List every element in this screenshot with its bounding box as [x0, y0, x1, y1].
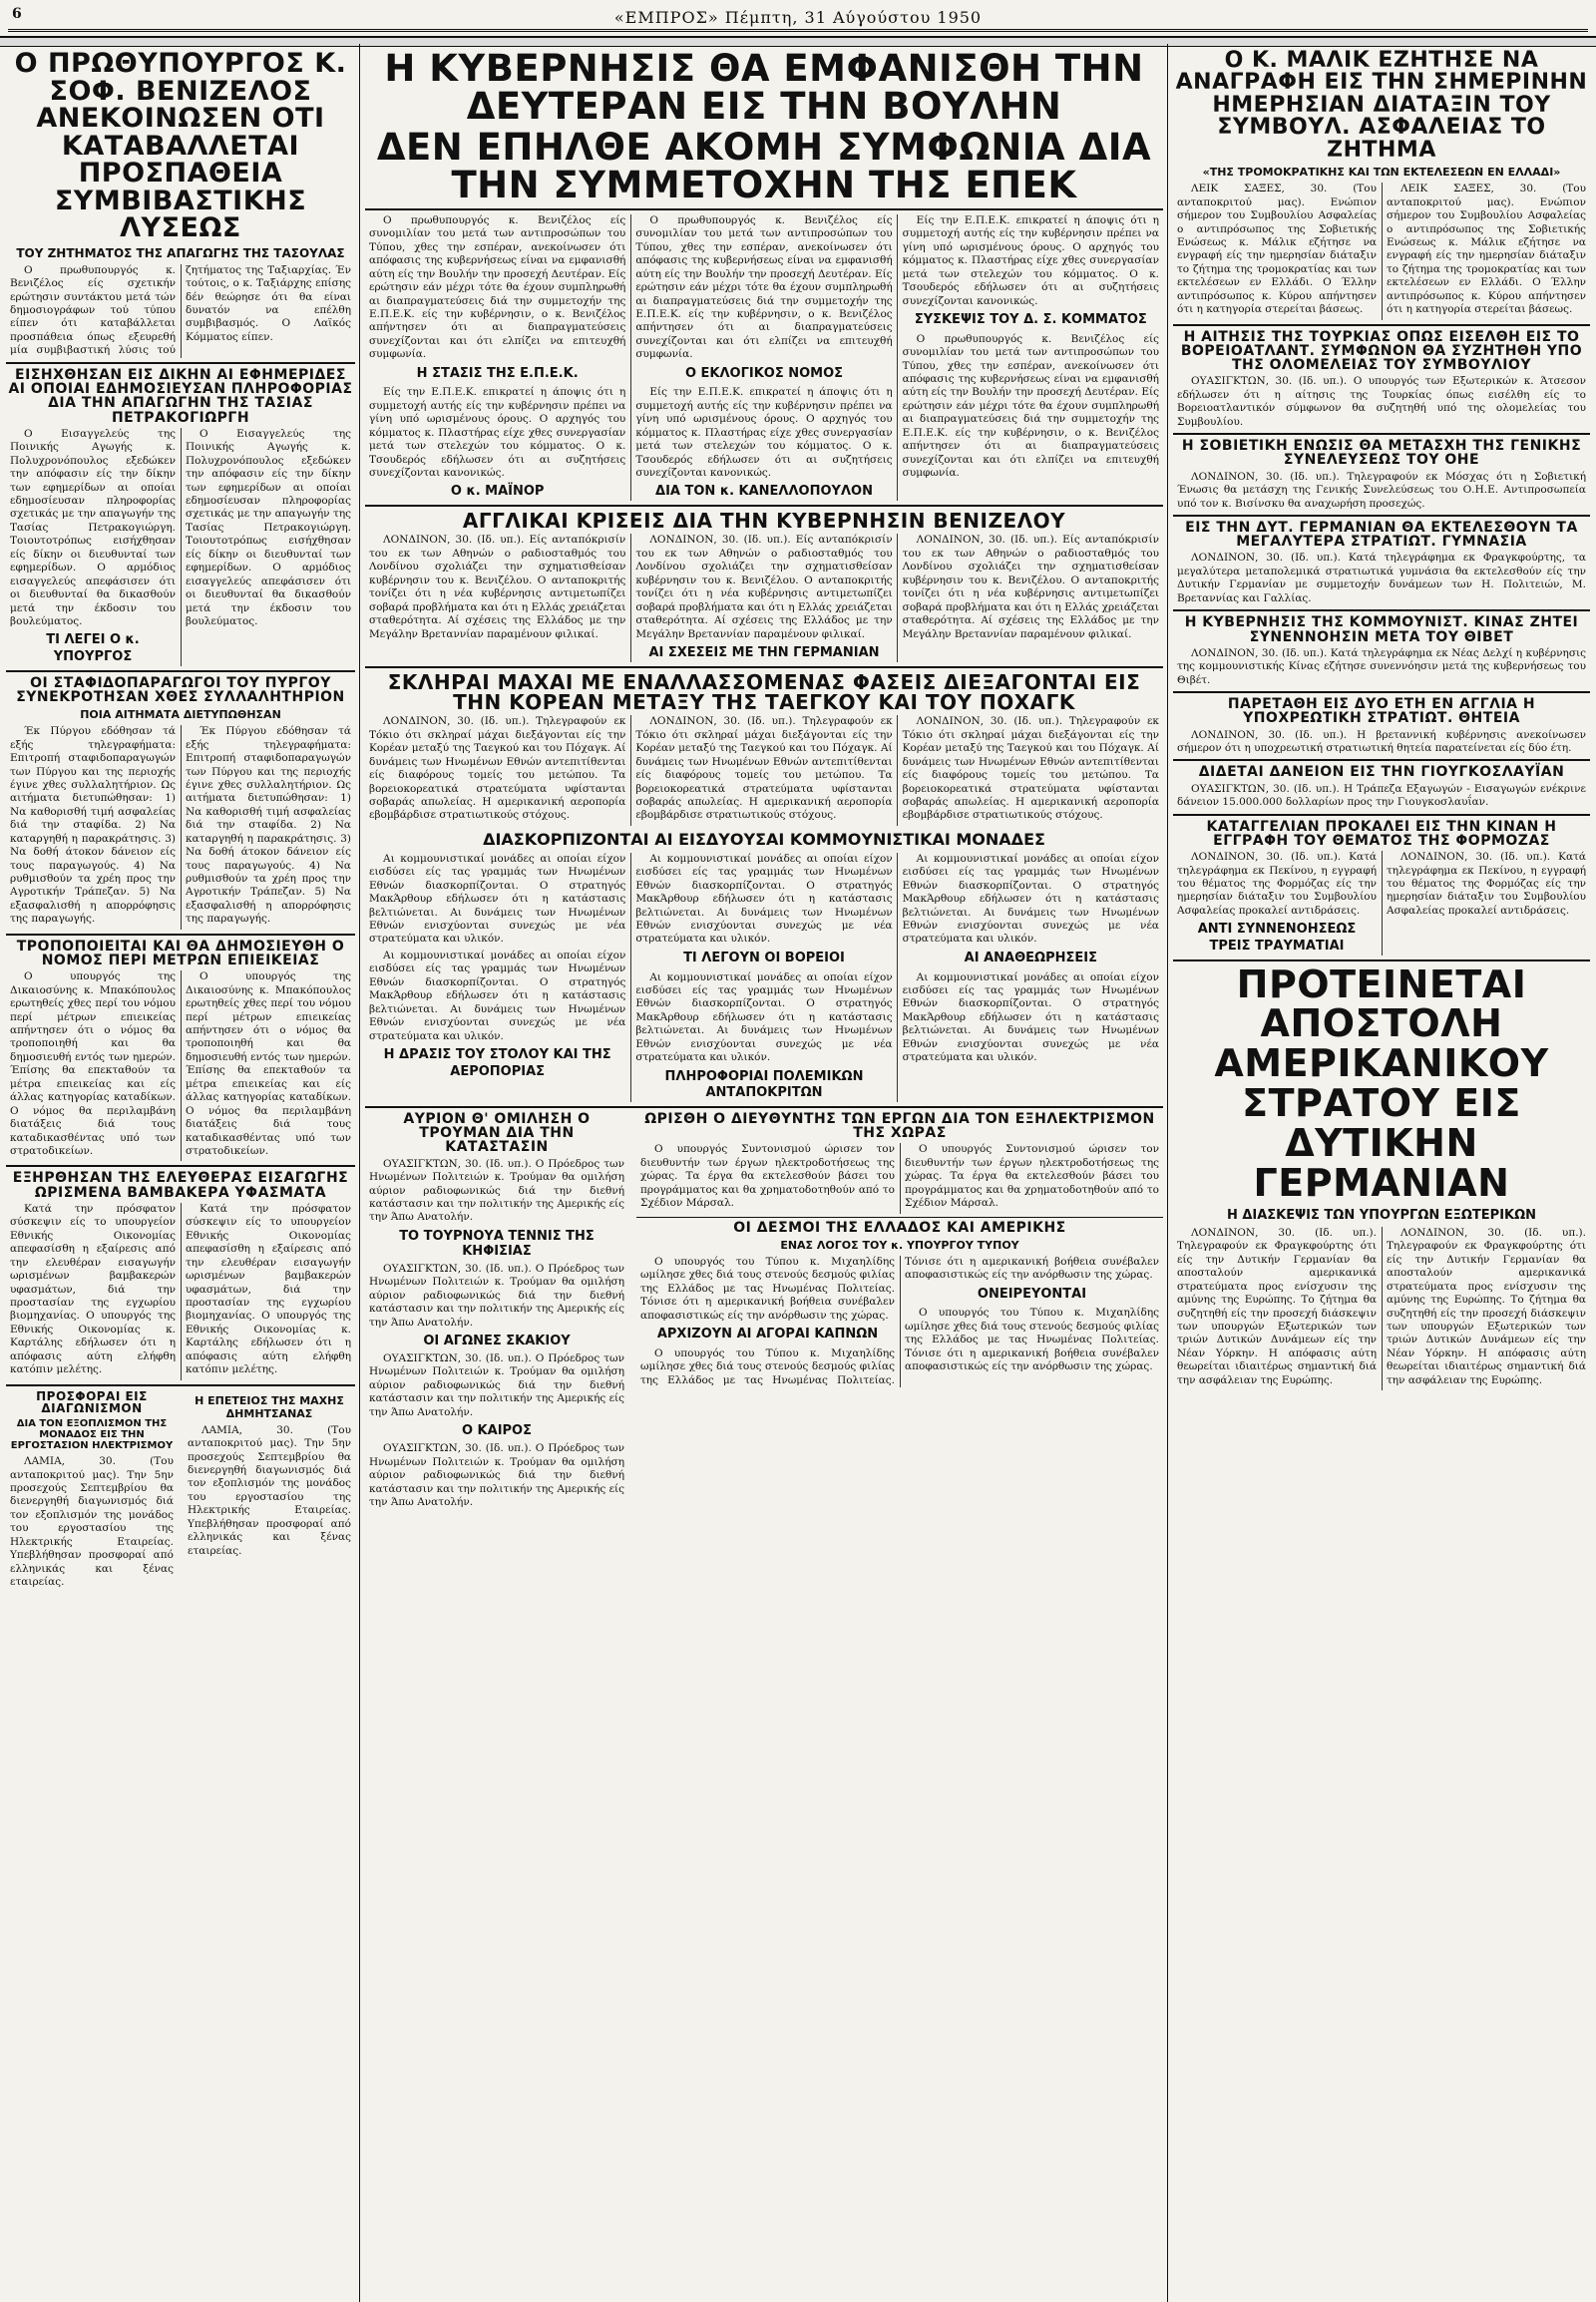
article-korea [369, 715, 1159, 826]
headline-pyrgos: ΟΙ ΣΤΑΦΙΔΟΠΑΡΑΓΩΓΟΙ ΤΟΥ ΠΥΡΓΟΥ ΣΥΝΕΚΡΟΤΗΣΑΝ ΧΘΕΣ ΣΥΛΛΑΛΗΤΗΡΙΟΝ [16, 674, 345, 705]
subhead-weather: Ο ΚΑΙΡΟΣ [461, 1423, 532, 1439]
left-column [6, 50, 355, 2294]
article-text: Αι κομμουνιστικαί μονάδες αι οποίαι είχον εισδύσει είς τας γραμμάς των Ηνωμένων Εθνών διασκορπίζονται. Ο στρατηγός ΜακΆρθουρ εδήλωσεν ότι η κατάστασις βελτιώνεται. Αι δυνάμεις των Ηνωμένων Εθνών ενισχύονται συνεχώς με νέα στρατεύματα και υλικόν. [635, 852, 893, 946]
subhead-fleet-airforce: Η ΔΡΑΣΙΣ ΤΟΥ ΣΤΟΛΟΥ ΚΑΙ ΤΗΣ ΑΕΡΟΠΟΡΙΑΣ [383, 1046, 611, 1079]
article-text: Ο υπουργός του Τύπου κ. Μιχαηλίδης ωμίλησε χθες διά τους στενούς δεσμούς φιλίας της Ελλάδος με τας Ηνωμένας Πολιτείας. Τόνισε ότι η αμερικανική βοήθεια συνέβαλεν αποφασιστικώς είς την ανόρθωσιν της χώρας. [640, 1255, 895, 1322]
subhead-mainor: Ο κ. ΜΑΪΝΟΡ [450, 484, 545, 500]
article-formosa [1177, 851, 1586, 955]
headline-germany-exercises: ΕΙΣ ΤΗΝ ΔΥΤ. ΓΕΡΜΑΝΙΑΝ ΘΑ ΕΚΤΕΛΕΣΘΟΥΝ ΤΑ ΜΕΓΑΛΥΤΕΡΑ ΣΤΡΑΤΙΩΤ. ΓΥΜΝΑΣΙΑ [1185, 519, 1578, 551]
article-text: Είς την Ε.Π.Ε.Κ. επικρατεί η άποψις ότι η συμμετοχή αυτής είς την κυβέρνησιν πρέπει να γίνη υπό ωρισμένους όρους. Ο αρχηγός του κόμματος κ. Πλαστήρας είχε χθες συνεργασίαν μετά των στελεχών του κόμματος. Ο κ. Τσουδερός εδήλωσεν ότι αι συζητήσεις συνεχίζονται κανονικώς. [902, 213, 1159, 307]
article-dimitsana [188, 1424, 351, 1558]
article-text: ΟΥΑΣΙΓΚΤΩΝ, 30. (Ιδ. υπ.). Ο υπουργός των Εξωτερικών κ. Άτσεσον εδήλωσεν ότι η αίτησις της Τουρκίας όπως εισέλθη είς το Βορειοατλαντικόν σύμφωνον θα συζητηθή υπό της ολομελείας του Συμβουλίου. [1177, 375, 1586, 428]
article-text: Αι κομμουνιστικαί μονάδες αι οποίαι είχον εισδύσει είς τας γραμμάς των Ηνωμένων Εθνών διασκορπίζονται. Ο στρατηγός ΜακΆρθουρ εδήλωσεν ότι η κατάστασις βελτιώνεται. Αι δυνάμεις των Ηνωμένων Εθνών ενισχύονται συνεχώς με νέα στρατεύματα και υλικόν. [369, 949, 626, 1042]
article-turkey [1177, 375, 1586, 429]
headline-us-army-germany: ΠΡΟΤΕΙΝΕΤΑΙ ΑΠΟΣΤΟΛΗ ΑΜΕΡΙΚΑΝΙΚΟΥ ΣΤΡΑΤΟΥ ΕΙΣ ΔΥΤΙΚΗΝ ΓΕΡΜΑΝΙΑΝ [1214, 961, 1549, 1206]
subhead-tobacco: ΑΡΧΙΖΟΥΝ ΑΙ ΑΓΟΡΑΙ ΚΑΠΝΩΝ [656, 1327, 879, 1343]
article-cotton [10, 1203, 351, 1380]
article-newspapers [10, 428, 351, 666]
article-text: Ο υπουργός της Δικαιοσύνης κ. Μπακόπουλος ερωτηθείς χθες περί του νόμου περί μέτρων επιεικείας απήντησεν ότι ο νόμος θα τροποποιηθή και θα δημοσιευθή εντός των ημερών. Έπίσης θα επεκταθούν τα μέτρα επιεικείας και είς άλλας κατηγορίας καταδίκων. Ο νόμος θα περιλαμβάνη διατάξεις διά τους καταδικασθέντας υπό των στρατοδικείων. [186, 970, 351, 1157]
article-germany-exercises [1177, 552, 1586, 605]
article-venizelos [10, 264, 351, 358]
article-text: ΛΟΝΔΙΝΟΝ, 30. (Ιδ. υπ.). Είς ανταπόκρισίν του εκ των Αθηνών ο ραδιοσταθμός του Λονδίνου σχολιάζει την σχηματισθείσαν κυβέρνησιν του κ. Βενιζέλου. Ο ανταποκριτής τονίζει ότι η νέα κυβέρνησις αντιμετωπίζει σοβαρά προβλήματα και ότι η Ελλάς χρειάζεται σταθερότητα. Αί σχέσεις της Ελλάδος με την Μεγάλην Βρεταννίαν παραμένουν φιλικαί. [369, 534, 626, 640]
article-text: Είς την Ε.Π.Ε.Κ. επικρατεί η άποψις ότι η συμμετοχή αυτής είς την κυβέρνησιν πρέπει να γίνη υπό ωρισμένους όρους. Ο αρχηγός του κόμματος κ. Πλαστήρας είχε χθες συνεργασίαν μετά των στελεχών του κόμματος. Ο κ. Τσουδερός εδήλωσεν ότι αι συζητήσεις συνεχίζονται κανονικώς. [635, 386, 893, 479]
subhead-dimitsana: Η ΕΠΕΤΕΙΟΣ ΤΗΣ ΜΑΧΗΣ ΔΗΜΗΤΣΑΝΑΣ [195, 1393, 344, 1420]
article-text: ΟΥΑΣΙΓΚΤΩΝ, 30. (Ιδ. υπ.). Ο Πρόεδρος των Ηνωμένων Πολιτειών κ. Τρούμαν θα ομιλήση αύριον ραδιοφωνικώς διά την διεθνή κατάστασιν και την πολιτικήν της Αμερικής είς την Άπω Ανατολήν. [369, 1442, 625, 1508]
article-us-army-germany [1177, 1227, 1586, 1390]
article-text: Ο πρωθυπουργός κ. Βενιζέλος είς συνομιλίαν του μετά των αντιπροσώπων του Τύπου, χθες την εσπέραν, ανεκοίνωσεν ότι απόφασις της κυβερνήσεως είναι να εμφανισθή αύτη είς την Βουλήν την προσεχή Δευτέραν. Είς ερώτησιν εάν μέχρι τότε θα έχουν συμπληρωθή αι διαπραγματεύσεις διά την συμμετοχήν της Ε.Π.Ε.Κ. είς την κυβέρνησιν, ο κ. Βενιζέλος απήντησεν ότι αι διαπραγματεύσεις συνεχίζονται και ότι ελπίζει να επιτευχθή συμφωνία. [902, 332, 1159, 479]
article-tenders [10, 1455, 174, 1589]
headline-cotton: ΕΞΗΡΘΗΣΑΝ ΤΗΣ ΕΛΕΥΘΕΡΑΣ ΕΙΣΑΓΩΓΗΣ ΩΡΙΣΜΕΝΑ ΒΑΜΒΑΚΕΡΑ ΥΦΑΣΜΑΤΑ [12, 1170, 349, 1201]
subhead-press-minister: ΕΝΑΣ ΛΟΓΟΣ ΤΟΥ κ. ΥΠΟΥΡΓΟΥ ΤΥΠΟΥ [780, 1238, 1019, 1252]
page-number: 6 [12, 6, 23, 22]
headline-british-views: ΑΓΓΛΙΚΑΙ ΚΡΙΣΕΙΣ ΔΙΑ ΤΗΝ ΚΥΒΕΡΝΗΣΙΝ ΒΕΝΙΖΕΛΟΥ [462, 509, 1066, 534]
article-text: ΟΥΑΣΙΓΚΤΩΝ, 30. (Ιδ. υπ.). Η Τράπεζα Εξαγωγών - Εισαγωγών ενέκρινε δάνειον 15.000.000 δολλαρίων προς την Γιουγκοσλαυΐαν. [1177, 782, 1586, 809]
article-text: ΛΑΜΙΑ, 30. (Του ανταποκριτού μας). Την 5ην προσεχούς Σεπτεμβρίου θα διενεργηθή διαγωνισμός διά τον εξοπλισμόν της μονάδος του εργοστασίου της Ηλεκτρικής Εταιρείας. Υπεβλήθησαν προσφοραί από ελληνικάς και ξένας εταιρείας. [10, 1455, 174, 1589]
article-british-views [369, 534, 1159, 661]
article-text: Έκ Πύργου εδόθησαν τά εξής τηλεγραφήματα: Επιτροπή σταφιδοπαραγωγών των Πύργου και της περιοχής έγινε χθες συλλαλητήριον. Ως αιτήματα διετυπώθησαν: 1) Να καθορισθή τιμή ασφαλείας διά την σταφίδα. 2) Να καταργηθή η παρακράτησις. 3) Να δοθή άτοκον δάνειον είς τους παραγωγούς. 4) Να ρυθμισθούν τα χρέη προς την Αγροτικήν Τράπεζαν. 5) Να εξασφαλισθή η απορρόφησις της παραγωγής. [186, 725, 351, 926]
subhead-terror: «ΤΗΣ ΤΡΟΜΟΚΡΑΤΙΚΗΣ ΚΑΙ ΤΩΝ ΕΚΤΕΛΕΣΕΩΝ ΕΝ ΕΛΛΑΔΙ» [1202, 166, 1561, 180]
headline-turkey-nato: Η ΑΙΤΗΣΙΣ ΤΗΣ ΤΟΥΡΚΙΑΣ ΟΠΩΣ ΕΙΣΕΛΘΗ ΕΙΣ ΤΟ ΒΟΡΕΙΟΑΤΛΑΝΤ. ΣΥΜΦΩΝΟΝ ΘΑ ΣΥΖΗΤΗΘΗ ΥΠΟ ΤΗΣ ΟΛΟΜΕΛΕΙΑΣ ΤΟΥ ΣΥΜΒΟΥΛΙΟΥ [1180, 328, 1583, 374]
headline-malik: Ο Κ. ΜΑΛΙΚ ΕΖΗΤΗΣΕ ΝΑ ΑΝΑΓΡΑΦΗ ΕΙΣ ΤΗΝ ΣΗΜΕΡΙΝΗΝ ΗΜΕΡΗΣΙΑΝ ΔΙΑΤΑΞΙΝ ΤΟΥ ΣΥΜΒΟΥΛ. ΑΣΦΑΛΕΙΑΣ ΤΟ ΖΗΤΗΜΑ [1175, 50, 1588, 163]
article-text: Ο Εισαγγελεύς της Ποινικής Αγωγής κ. Πολυχρονόπουλος εξεδώκεν την απόφασιν είς την δίκην των εφημερίδων αι οποίαι εδημοσίευσαν πληροφορίας σχετικάς με την απαγωγήν της Τασίας Πετρακογιώργη. Τοιουτοτρόπως εισήχθησαν είς δίκην οι διευθυνταί των εφημερίδων. Ο αρμόδιος εισαγγελεύς απεφάσισεν ότι οι διευθυνταί θα δικασθούν μετά την έκδοσιν του βουλεύματος. [186, 427, 351, 627]
article-yugoslavia [1177, 783, 1586, 810]
subhead-revisions: ΑΙ ΑΝΑΘΕΩΡΗΣΕΙΣ [964, 950, 1097, 965]
headline-clemency-law: ΤΡΟΠΟΠΟΙΕΙΤΑΙ ΚΑΙ ΘΑ ΔΗΜΟΣΙΕΥΘΗ Ο ΝΟΜΟΣ ΠΕΡΙ ΜΕΤΡΩΝ ΕΠΙΕΙΚΕΙΑΣ [16, 938, 345, 969]
article-clemency [10, 970, 351, 1161]
subhead-epek-stance: Η ΣΤΑΣΙΣ ΤΗΣ Ε.Π.Ε.Κ. [416, 365, 579, 381]
masthead-title: «ΕΜΠΡΟΣ» Πέμπτη, 31 Αύγούστου 1950 [613, 7, 983, 27]
subhead-ds-party: ΣΥΣΚΕΨΙΣ ΤΟΥ Δ. Σ. ΚΟΜΜΑΤΟΣ [914, 312, 1147, 327]
article-truman [369, 1158, 624, 1225]
subhead-war-correspondents: ΠΛΗΡΟΦΟΡΙΑΙ ΠΟΛΕΜΙΚΩΝ ΑΝΤΑΠΟΚΡΙΤΩΝ [664, 1068, 864, 1101]
article-text: ΟΥΑΣΙΓΚΤΩΝ, 30. (Ιδ. υπ.). Ο Πρόεδρος των Ηνωμένων Πολιτειών κ. Τρούμαν θα ομιλήση αύριον ραδιοφωνικώς διά την διεθνή κατάστασιν και την πολιτικήν της Αμερικής είς την Άπω Ανατολήν. [369, 1352, 625, 1418]
article-text: Ο υπουργός Συντονισμού ώρισεν τον διευθυντήν των έργων ηλεκτροδοτήσεως της χώρας. Τα έργα θα εκτελεσθούν βάσει του προγράμματος και θα χρηματοδοτηθούν από το Σχέδιον Μάρσαλ. [640, 1143, 895, 1210]
article-text: ΛΕΙΚ ΣΑΞΕΣ, 30. (Του ανταποκριτού μας). Ενώπιον σήμερον του Συμβουλίου Ασφαλείας ο αντιπρόσωπος της Σοβιετικής Ενώσεως κ. Μάλικ εζήτησε να ενγραφή είς την ημερησίαν διάταξιν το ζήτημα της τρομοκρατίας και των εκτελέσεων εν Ελλάδι. Ο Έλλην αντιπρόσωπος κ. Κύρου απήντησεν ότι η κατηγορία στερείται βάσεως. [1177, 183, 1377, 316]
headline-korea: ΣΚΛΗΡΑΙ ΜΑΧΑΙ ΜΕ ΕΝΑΛΛΑΣΣΟΜΕΝΑΣ ΦΑΣΕΙΣ ΔΙΕΞΑΓΟΝΤΑΙ ΕΙΣ ΤΗΝ ΚΟΡΕΑΝ ΜΕΤΑΞΥ ΤΗΣ ΤΑΕΓΚΟΥ ΚΑΙ ΤΟΥ ΠΟΧΑΓΚ [387, 669, 1141, 714]
article-text: ΛΟΝΔΙΝΟΝ, 30. (Ιδ. υπ.). Τηλεγραφούν εκ Μόσχας ότι η Σοβιετική Ένωσις θα μετάσχη της Γενικής Συνελεύσεως του Ο.Η.Ε. Αντιπροσωπεία υπό τον κ. Βισίνσκυ θα αναχωρήση προσεχώς. [1177, 470, 1586, 510]
article-text: Ο υπουργός της Δικαιοσύνης κ. Μπακόπουλος ερωτηθείς χθες περί του νόμου περί μέτρων επιεικείας απήντησεν ότι ο νόμος θα τροποποιηθή και θα δημοσιευθή εντός των ημερών. Έπίσης θα επεκταθούν τα μέτρα επιεικείας και είς άλλας κατηγορίας καταδίκων. Ο νόμος θα περιλαμβάνη διατάξεις διά τους καταδικασθέντας υπό των στρατοδικείων. [10, 970, 176, 1157]
headline-electrification: ΩΡΙΣΘΗ Ο ΔΙΕΥΘΥΝΤΗΣ ΤΩΝ ΕΡΓΩΝ ΔΙΑ ΤΟΝ ΕΞΗΛΕΚΤΡΙΣΜΟΝ ΤΗΣ ΧΩΡΑΣ [644, 1110, 1155, 1142]
article-tennis [369, 1263, 624, 1330]
headline-formosa: ΚΑΤΑΓΓΕΛΙΑΝ ΠΡΟΚΑΛΕΙ ΕΙΣ ΤΗΝ ΚΙΝΑΝ Η ΕΓΓΡΑΦΗ ΤΟΥ ΘΕΜΑΤΟΣ ΤΗΣ ΦΟΡΜΟΖΑΣ [1206, 818, 1557, 849]
article-text: Ο υπουργός Συντονισμού ώρισεν τον διευθυντήν των έργων ηλεκτροδοτήσεως της χώρας. Τα έργα θα εκτελεσθούν βάσει του προγράμματος και θα χρηματοδοτηθούν από το Σχέδιον Μάρσαλ. [905, 1143, 1159, 1210]
subhead-germany-relations: ΑΙ ΣΧΕΣΕΙΣ ΜΕ ΤΗΝ ΓΕΡΜΑΝΙΑΝ [648, 644, 880, 660]
article-text: ΟΥΑΣΙΓΚΤΩΝ, 30. (Ιδ. υπ.). Ο Πρόεδρος των Ηνωμένων Πολιτειών κ. Τρούμαν θα ομιλήση αύριον ραδιοφωνικώς διά την διεθνή κατάστασιν και την πολιτικήν της Αμερικής είς την Άπω Ανατολήν. [369, 1262, 625, 1329]
headline-china-tibet: Η ΚΥΒΕΡΝΗΣΙΣ ΤΗΣ ΚΟΜΜΟΥΝΙΣΤ. ΚΙΝΑΣ ΖΗΤΕΙ ΣΥΝΕΝΝΟΗΣΙΝ ΜΕΤΑ ΤΟΥ ΘΙΒΕΤ [1184, 614, 1579, 645]
banner-headline-epek: ΔΕΝ ΕΠΗΛΘΕ ΑΚΟΜΗ ΣΥΜΦΩΝΙΑ ΔΙΑ ΤΗΝ ΣΥΜΜΕΤΟΧΗΝ ΤΗΣ ΕΠΕΚ [376, 126, 1152, 207]
article-china-tibet [1177, 647, 1586, 687]
headline-truman: ΑΥΡΙΟΝ Θ' ΟΜΙΛΗΣΗ Ο ΤΡΟΥΜΑΝ ΔΙΑ ΤΗΝ ΚΑΤΑΣΤΑΣΙΝ [403, 1110, 591, 1156]
article-text: Είς την Ε.Π.Ε.Κ. επικρατεί η άποψις ότι η συμμετοχή αυτής είς την κυβέρνησιν πρέπει να γίνη υπό ωρισμένους όρους. Ο αρχηγός του κόμματος κ. Πλαστήρας είχε χθες συνεργασίαν μετά των στελεχών του κόμματος. Ο κ. Τσουδερός εδήλωσεν ότι αι συζητήσεις συνεχίζονται κανονικώς. [369, 386, 626, 479]
masthead [0, 0, 1596, 34]
article-text: Αι κομμουνιστικαί μονάδες αι οποίαι είχον εισδύσει είς τας γραμμάς των Ηνωμένων Εθνών διασκορπίζονται. Ο στρατηγός ΜακΆρθουρ εδήλωσεν ότι η κατάστασις βελτιώνεται. Αι δυνάμεις των Ηνωμένων Εθνών ενισχύονται συνεχώς με νέα στρατεύματα και υλικόν. [635, 970, 893, 1064]
article-text: Ο πρωθυπουργός κ. Βενιζέλος είς σχετικήν ερώτησιν συντάκτου μετά τών δημοσιογράφων τού τύπου είπεν ότι καταβάλλεται προσπάθεια όπως εξευρεθή μία συμβιβαστική λύσις τού ζητήματος της Ταξιαρχίας. Έν τούτοις, ο κ. Ταξιάρχης επίσης δέν θεώρησε ότι θα είναι δυνατόν να επέλθη συμβιβασμός. Ο Λαϊκός Κόμματος είπεν. [10, 263, 351, 357]
article-text: ΛΟΝΔΙΝΟΝ, 30. (Ιδ. υπ.). Κατά τηλεγράφημα εκ Πεκίνου, η εγγραφή του θέματος της Φορμόζας είς την ημερησίαν διάταξιν του Συμβουλίου Ασφαλείας προκαλεί αντιδράσεις. [1177, 851, 1377, 917]
masthead-banner [0, 36, 1596, 47]
banner-headline-parliament: Η ΚΥΒΕΡΝΗΣΙΣ ΘΑ ΕΜΦΑΝΙΣΘΗ ΤΗΝ ΔΕΥΤΕΡΑΝ ΕΙΣ ΤΗΝ ΒΟΥΛΗΝ [384, 50, 1144, 128]
article-text: ΛΟΝΔΙΝΟΝ, 30. (Ιδ. υπ.). Η βρεταννική κυβέρνησις ανεκοίνωσεν σήμερον ότι η υποχρεωτική στρατιωτική θητεία παρατείνεται είς δύο έτη. [1177, 728, 1586, 755]
article-government [369, 214, 1159, 501]
headline-soviet-un: Η ΣΟΒΙΕΤΙΚΗ ΕΝΩΣΙΣ ΘΑ ΜΕΤΑΣΧΗ ΤΗΣ ΓΕΝΙΚΗΣ ΣΥΝΕΛΕΥΣΕΩΣ ΤΟΥ ΟΗΕ [1181, 438, 1582, 469]
subhead-wounded: ΑΝΤΙ ΣΥΝΝΕΝΟΗΣΕΩΣ ΤΡΕΙΣ ΤΡΑΥΜΑΤΙΑΙ [1197, 922, 1357, 954]
article-text: ΛΟΝΔΙΝΟΝ, 30. (Ιδ. υπ.). Κατά τηλεγράφημα εκ Νέας Δελχί η κυβέρνησις της κομμουνιστικής Κίνας εζήτησε συνεννόησιν μετά της κυβερνήσεως του Θιβέτ. [1177, 646, 1586, 686]
article-chess [369, 1352, 624, 1419]
column-rule [359, 44, 360, 2302]
article-text: ΛΟΝΔΙΝΟΝ, 30. (Ιδ. υπ.). Τηλεγραφούν εκ Τόκιο ότι σκληραί μάχαι διεξάγονται είς την Κορέαν μεταξύ της Ταεγκού και του Πόχαγκ. Αί δυνάμεις των Ηνωμένων Εθνών αντεπιτίθενται είς διαφόρους τομείς του μετώπου. Τα βορειοκορεατικά στρατεύματα υφίστανται σοβαράς απωλείας. Η αμερικανική αεροπορία εβομβάρδισε στρατιωτικούς στόχους. [635, 715, 893, 822]
article-text: ΛΟΝΔΙΝΟΝ, 30. (Ιδ. υπ.). Τηλεγραφούν εκ Φραγκφούρτης ότι είς την Δυτικήν Γερμανίαν θα αποσταλούν αμερικανικά στρατεύματα προς ενίσχυσιν της αμύνης της Ευρώπης. Το ζήτημα θα συζητηθή είς την προσεχή διάσκεψιν των υπουργών Εξωτερικών των τριών Δυτικών Δυνάμεων είς την Νέαν Υόρκην. Η απόφασις αύτη θεωρείται ιδιαιτέρως σημαντική διά την ασφάλειαν της Ευρώπης. [1387, 1226, 1586, 1386]
article-text: ΛΟΝΔΙΝΟΝ, 30. (Ιδ. υπ.). Είς ανταπόκρισίν του εκ των Αθηνών ο ραδιοσταθμός του Λονδίνου σχολιάζει την σχηματισθείσαν κυβέρνησιν του κ. Βενιζέλου. Ο ανταποκριτής τονίζει ότι η νέα κυβέρνησις αντιμετωπίζει σοβαρά προβλήματα και ότι η Ελλάς χρειάζεται σταθερότητα. Αί σχέσεις της Ελλάδος με την Μεγάλην Βρεταννίαν παραμένουν φιλικαί. [902, 534, 1159, 640]
subhead-chess: ΟΙ ΑΓΩΝΕΣ ΣΚΑΚΙΟΥ [423, 1334, 571, 1349]
subhead-communist-units: ΔΙΑΣΚΟΡΠΙΖΟΝΤΑΙ ΑΙ ΕΙΣΔΥΟΥΣΑΙ ΚΟΜΜΟΥΝΙΣΤΙΚΑΙ ΜΟΝΑΔΕΣ [483, 829, 1045, 849]
subhead-minister: ΤΙ ΛΕΓΕΙ Ο κ. ΥΠΟΥΡΓΟΣ [46, 632, 140, 665]
center-column [365, 50, 1163, 2294]
article-soviet-un [1177, 471, 1586, 511]
article-pyrgos [10, 725, 351, 930]
subhead-foreign-ministers: Η ΔΙΑΣΚΕΨΙΣ ΤΩΝ ΥΠΟΥΡΓΩΝ ΕΞΩΤΕΡΙΚΩΝ [1226, 1207, 1537, 1223]
article-text: ΛΕΙΚ ΣΑΞΕΣ, 30. (Του ανταποκριτού μας). Ενώπιον σήμερον του Συμβουλίου Ασφαλείας ο αντιπρόσωπος της Σοβιετικής Ενώσεως κ. Μάλικ εζήτησε να ενγραφή είς την ημερησίαν διάταξιν το ζήτημα της τρομοκρατίας και των εκτελέσεων εν Ελλάδι. Ο Έλλην αντιπρόσωπος κ. Κύρου απήντησεν ότι η κατηγορία στερείται βάσεως. [1387, 183, 1586, 316]
article-greece-america [640, 1256, 1159, 1387]
subhead-demands: ΠΟΙΑ ΑΙΤΗΜΑΤΑ ΔΙΕΤΥΠΩΘΗΣΑΝ [80, 708, 281, 722]
column-rule [1167, 44, 1168, 2302]
article-weather [369, 1442, 624, 1509]
article-malik [1177, 183, 1586, 319]
article-text: Ο υπουργός του Τύπου κ. Μιχαηλίδης ωμίλησε χθες διά τους στενούς δεσμούς φιλίας της Ελλάδος με τας Ηνωμένας Πολιτείας. Τόνισε ότι η αμερικανική βοήθεια συνέβαλεν αποφασιστικώς είς την ανόρθωσιν της χώρας. [640, 1255, 1159, 1386]
article-text: Ο Εισαγγελεύς της Ποινικής Αγωγής κ. Πολυχρονόπουλος εξεδώκεν την απόφασιν είς την δίκην των εφημερίδων αι οποίαι εδημοσίευσαν πληροφορίας σχετικάς με την απαγωγήν της Τασίας Πετρακογιώργη. Τοιουτοτρόπως εισήχθησαν είς δίκην οι διευθυνταί των εφημερίδων. Ο αρμόδιος εισαγγελεύς απεφάσισεν ότι οι διευθυνταί θα δικασθούν μετά την έκδοσιν του βουλεύματος. [10, 427, 176, 627]
right-column [1173, 50, 1590, 2294]
subhead-electoral-law: Ο ΕΚΛΟΓΙΚΟΣ ΝΟΜΟΣ [684, 365, 844, 381]
headline-tenders: ΠΡΟΣΦΟΡΑΙ ΕΙΣ ΔΙΑΓΩΝΙΣΜΟΝ [36, 1388, 148, 1415]
article-text: Ο πρωθυπουργός κ. Βενιζέλος είς συνομιλίαν του μετά των αντιπροσώπων του Τύπου, χθες την εσπέραν, ανεκοίνωσεν ότι απόφασις της κυβερνήσεως είναι να εμφανισθή αύτη είς την Βουλήν την προσεχή Δευτέραν. Είς ερώτησιν εάν μέχρι τότε θα έχουν συμπληρωθή αι διαπραγματεύσεις διά την συμμετοχήν της Ε.Π.Ε.Κ. είς την κυβέρνησιν, ο κ. Βενιζέλος απήντησεν ότι αι διαπραγματεύσεις συνεχίζονται και ότι ελπίζει να επιτευχθή συμφωνία. [369, 213, 626, 361]
subhead-dreaming: ΟΝΕΙΡΕΥΟΝΤΑΙ [977, 1286, 1087, 1302]
article-text: ΟΥΑΣΙΓΚΤΩΝ, 30. (Ιδ. υπ.). Ο Πρόεδρος των Ηνωμένων Πολιτειών κ. Τρούμαν θα ομιλήση αύριον ραδιοφωνικώς διά την διεθνή κατάστασιν και την πολιτικήν της Αμερικής είς την Άπω Ανατολήν. [369, 1157, 625, 1224]
article-text: Κατά την πρόσφατον σύσκεψιν είς το υπουργείον Εθνικής Οικονομίας απεφασίσθη η εξαίρεσις από την ελευθέραν εισαγωγήν ωρισμένων βαμβακερών υφασμάτων, διά την προστασίαν της εγχωρίου βιομηχανίας. Ο υπουργός της Εθνικής Οικονομίας κ. Καρτάλης εδήλωσεν ότι η απόφασις αύτη ελήφθη κατόπιν μελέτης. [10, 1202, 176, 1376]
subhead-north-says: ΤΙ ΛΕΓΟΥΝ ΟΙ ΒΟΡΕΙΟΙ [683, 950, 845, 965]
subhead-tasoula: ΤΟΥ ΖΗΤΗΜΑΤΟΣ ΤΗΣ ΑΠΑΓΩΓΗΣ ΤΗΣ ΤΑΣΟΥΛΑΣ [16, 245, 345, 260]
article-uk-service [1177, 729, 1586, 756]
article-text: Ο πρωθυπουργός κ. Βενιζέλος είς συνομιλίαν του μετά των αντιπροσώπων του Τύπου, χθες την εσπέραν, ανεκοίνωσεν ότι απόφασις της κυβερνήσεως είναι να εμφανισθή αύτη είς την Βουλήν την προσεχή Δευτέραν. Είς ερώτησιν εάν μέχρι τότε θα έχουν συμπληρωθή αι διαπραγματεύσεις διά την συμμετοχήν της Ε.Π.Ε.Κ. είς την κυβέρνησιν, ο κ. Βενιζέλος απήντησεν ότι αι διαπραγματεύσεις συνεχίζονται και ότι ελπίζει να επιτευχθή συμφωνία. [635, 213, 893, 361]
headline-yugoslavia-loan: ΔΙΔΕΤΑΙ ΔΑΝΕΙΟΝ ΕΙΣ ΤΗΝ ΓΙΟΥΓΚΟΣΛΑΥΪΑΝ [1198, 764, 1565, 781]
headline-newspapers: ΕΙΣΗΧΘΗΣΑΝ ΕΙΣ ΔΙΚΗΝ ΑΙ ΕΦΗΜΕΡΙΔΕΣ ΑΙ ΟΠΟΙΑΙ ΕΔΗΜΟΣΙΕΥΣΑΝ ΠΛΗΡΟΦΟΡΙΑΣ ΔΙΑ ΤΗΝ ΑΠΑΓΩΓΗΝ ΤΗΣ ΤΑΣΙΑΣ ΠΕΤΡΑΚΟΓΙΩΡΓΗ [8, 366, 353, 426]
article-text: Ο υπουργός του Τύπου κ. Μιχαηλίδης ωμίλησε χθες διά τους στενούς δεσμούς φιλίας της Ελλάδος με τας Ηνωμένας Πολιτείας. Τόνισε ότι η αμερικανική βοήθεια συνέβαλεν αποφασιστικώς είς την ανόρθωσιν της χώρας. [905, 1307, 1159, 1373]
article-text: ΛΟΝΔΙΝΟΝ, 30. (Ιδ. υπ.). Τηλεγραφούν εκ Φραγκφούρτης ότι είς την Δυτικήν Γερμανίαν θα αποσταλούν αμερικανικά στρατεύματα προς ενίσχυσιν της αμύνης της Ευρώπης. Το ζήτημα θα συζητηθή είς την προσεχή διάσκεψιν των υπουργών Εξωτερικών των τριών Δυτικών Δυνάμεων είς την Νέαν Υόρκην. Η απόφασις αύτη θεωρείται ιδιαιτέρως σημαντική διά την ασφάλειαν της Ευρώπης. [1177, 1226, 1377, 1386]
article-text: Αι κομμουνιστικαί μονάδες αι οποίαι είχον εισδύσει είς τας γραμμάς των Ηνωμένων Εθνών διασκορπίζονται. Ο στρατηγός ΜακΆρθουρ εδήλωσεν ότι η κατάστασις βελτιώνεται. Αι δυνάμεις των Ηνωμένων Εθνών ενισχύονται συνεχώς με νέα στρατεύματα και υλικόν. [902, 970, 1159, 1064]
article-text: Αι κομμουνιστικαί μονάδες αι οποίαι είχον εισδύσει είς τας γραμμάς των Ηνωμένων Εθνών διασκορπίζονται. Ο στρατηγός ΜακΆρθουρ εδήλωσεν ότι η κατάστασις βελτιώνεται. Αι δυνάμεις των Ηνωμένων Εθνών ενισχύονται συνεχώς με νέα στρατεύματα και υλικόν. [369, 852, 626, 946]
article-text: Κατά την πρόσφατον σύσκεψιν είς το υπουργείον Εθνικής Οικονομίας απεφασίσθη η εξαίρεσις από την ελευθέραν εισαγωγήν ωρισμένων βαμβακερών υφασμάτων, διά την προστασίαν της εγχωρίου βιομηχανίας. Ο υπουργός της Εθνικής Οικονομίας κ. Καρτάλης εδήλωσεν ότι η απόφασις αύτη ελήφθη κατόπιν μελέτης. [186, 1202, 351, 1376]
article-text: ΛΟΝΔΙΝΟΝ, 30. (Ιδ. υπ.). Κατά τηλεγράφημα εκ Πεκίνου, η εγγραφή του θέματος της Φορμόζας είς την ημερησίαν διάταξιν του Συμβουλίου Ασφαλείας προκαλεί αντιδράσεις. [1387, 851, 1586, 917]
article-text: ΛΟΝΔΙΝΟΝ, 30. (Ιδ. υπ.). Τηλεγραφούν εκ Τόκιο ότι σκληραί μάχαι διεξάγονται είς την Κορέαν μεταξύ της Ταεγκού και του Πόχαγκ. Αί δυνάμεις των Ηνωμένων Εθνών αντεπιτίθενται είς διαφόρους τομείς του μετώπου. Τα βορειοκορεατικά στρατεύματα υφίστανται σοβαράς απωλείας. Η αμερικανική αεροπορία εβομβάρδισε στρατιωτικούς στόχους. [369, 715, 626, 822]
article-text: ΛΟΝΔΙΝΟΝ, 30. (Ιδ. υπ.). Κατά τηλεγράφημα εκ Φραγκφούρτης, τα μεγαλύτερα μεταπολεμικά στρατιωτικά γυμνάσια θα εκτελεσθούν είς την Δυτικήν Γερμανίαν με συμμετοχήν δυνάμεων των Η. Πολιτειών, Μ. Βρεταννίας και Γαλλίας. [1177, 552, 1586, 604]
article-text: ΛΟΝΔΙΝΟΝ, 30. (Ιδ. υπ.). Είς ανταπόκρισίν του εκ των Αθηνών ο ραδιοσταθμός του Λονδίνου σχολιάζει την σχηματισθείσαν κυβέρνησιν του κ. Βενιζέλου. Ο ανταποκριτής τονίζει ότι η νέα κυβέρνησις αντιμετωπίζει σοβαρά προβλήματα και ότι η Ελλάς χρειάζεται σταθερότητα. Αί σχέσεις της Ελλάδος με την Μεγάλην Βρεταννίαν παραμένουν φιλικαί. [635, 534, 893, 640]
headline-uk-service: ΠΑΡΕΤΑΘΗ ΕΙΣ ΔΥΟ ΕΤΗ ΕΝ ΑΓΓΛΙΑ Η ΥΠΟΧΡΕΩΤΙΚΗ ΣΤΡΑΤΙΩΤ. ΘΗΤΕΙΑ [1227, 696, 1536, 727]
headline-greece-america: ΟΙ ΔΕΣΜΟΙ ΤΗΣ ΕΛΛΑΔΟΣ ΚΑΙ ΑΜΕΡΙΚΗΣ [733, 1219, 1066, 1236]
article-text: Έκ Πύργου εδόθησαν τά εξής τηλεγραφήματα: Επιτροπή σταφιδοπαραγωγών των Πύργου και της περιοχής έγινε χθες συλλαλητήριον. Ως αιτήματα διετυπώθησαν: 1) Να καθορισθή τιμή ασφαλείας διά την σταφίδα. 2) Να καταργηθή η παρακράτησις. 3) Να δοθή άτοκον δάνειον είς τους παραγωγούς. 4) Να ρυθμισθούν τα χρέη προς την Αγροτικήν Τράπεζαν. 5) Να εξασφαλισθή η απορρόφησις της παραγωγής. [10, 725, 176, 926]
subhead-kanellopoulos: ΔΙΑ ΤΟΝ κ. ΚΑΝΕΛΛΟΠΟΥΛΟΝ [655, 484, 873, 500]
headline-venizelos: Ο ΠΡΩΘΥΠΟΥΡΓΟΣ Κ. ΣΟΦ. ΒΕΝΙΖΕΛΟΣ ΑΝΕΚΟΙΝΩΣΕΝ ΟΤΙ ΚΑΤΑΒΑΛΛΕΤΑΙ ΠΡΟΣΠΑΘΕΙΑ ΣΥΜΒΙΒΑΣΤΙΚΗΣ ΛΥΣΕΩΣ [14, 50, 347, 244]
subhead-tennis: ΤΟ ΤΟΥΡΝΟΥΑ ΤΕΝΝΙΣ ΤΗΣ ΚΗΦΙΣΙΑΣ [399, 1228, 595, 1259]
article-text: ΛΟΝΔΙΝΟΝ, 30. (Ιδ. υπ.). Τηλεγραφούν εκ Τόκιο ότι σκληραί μάχαι διεξάγονται είς την Κορέαν μεταξύ της Ταεγκού και του Πόχαγκ. Αί δυνάμεις των Ηνωμένων Εθνών αντεπιτίθενται είς διαφόρους τομείς του μετώπου. Τα βορειοκορεατικά στρατεύματα υφίστανται σοβαράς απωλείας. Η αμερικανική αεροπορία εβομβάρδισε στρατιωτικούς στόχους. [902, 715, 1159, 822]
article-text: ΛΑΜΙΑ, 30. (Του ανταποκριτού μας). Την 5ην προσεχούς Σεπτεμβρίου θα διενεργηθή διαγωνισμός διά τον εξοπλισμόν της μονάδος του εργοστασίου της Ηλεκτρικής Εταιρείας. Υπεβλήθησαν προσφοραί από ελληνικάς και ξένας εταιρείας. [188, 1423, 351, 1557]
article-text: Αι κομμουνιστικαί μονάδες αι οποίαι είχον εισδύσει είς τας γραμμάς των Ηνωμένων Εθνών διασκορπίζονται. Ο στρατηγός ΜακΆρθουρ εδήλωσεν ότι η κατάστασις βελτιώνεται. Αι δυνάμεις των Ηνωμένων Εθνών ενισχύονται συνεχώς με νέα στρατεύματα και υλικόν. [902, 852, 1159, 946]
subhead-electric-plant: ΔΙΑ ΤΟΝ ΕΞΟΠΛΙΣΜΟΝ ΤΗΣ ΜΟΝΑΔΟΣ ΕΙΣ ΤΗΝ ΕΡΓΟΣΤΑΣΙΟΝ ΗΛΕΚΤΡΙΣΜΟΥ [10, 1418, 174, 1452]
article-electrification [640, 1143, 1159, 1213]
article-communist-units [369, 853, 1159, 1102]
